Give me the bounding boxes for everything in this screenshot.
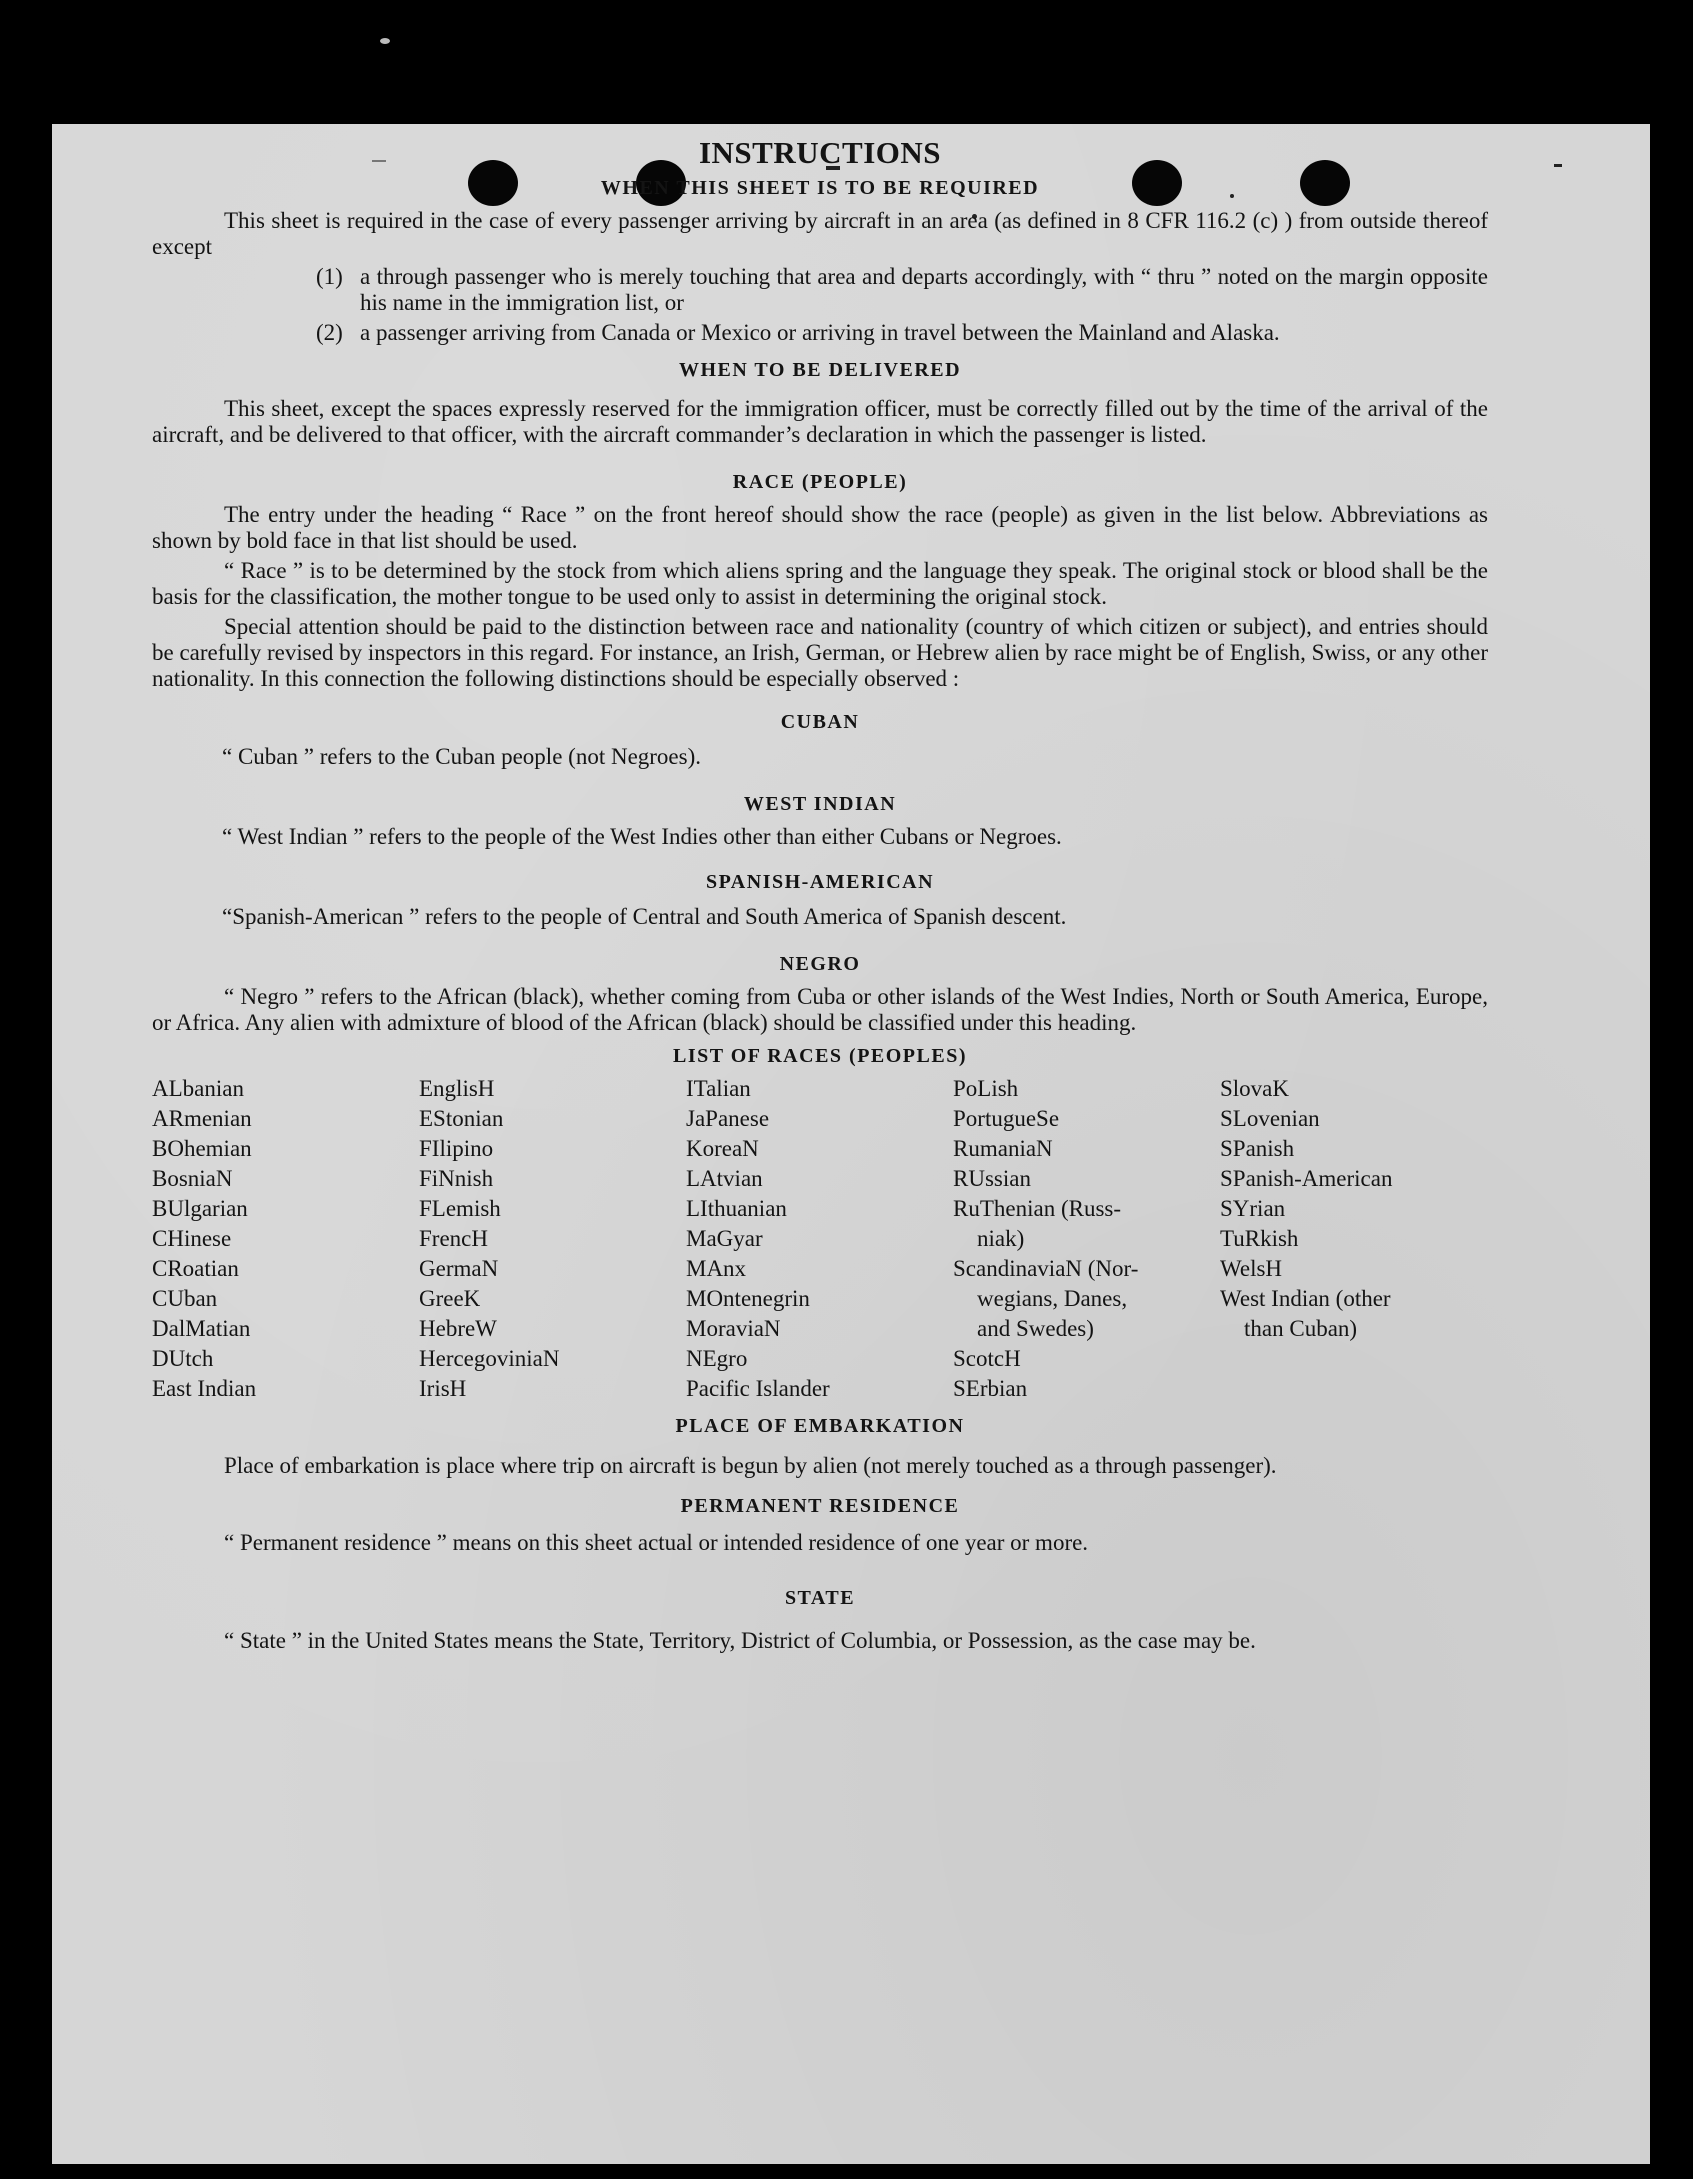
list-item: GermaN	[419, 1256, 499, 1281]
list-item: MoraviaN	[686, 1316, 781, 1341]
list-item: BosniaN	[152, 1166, 233, 1191]
list-item: GreeK	[419, 1286, 481, 1311]
list-item-text: a passenger arriving from Canada or Mexico or arriving in travel between the Mainland and Alaska.	[360, 320, 1280, 345]
page-title: INSTRUCTIONS	[698, 135, 941, 170]
list-item: RUssian	[953, 1166, 1031, 1191]
races-column-3	[686, 1074, 953, 1404]
list-item: West Indian (other	[1220, 1286, 1391, 1311]
section-heading-when-delivered: WHEN TO BE DELIVERED	[678, 359, 962, 381]
list-item: and Swedes)	[977, 1316, 1094, 1341]
list-item: SLovenian	[1220, 1106, 1320, 1131]
list-item-number: (2)	[316, 320, 343, 345]
paragraph-when-required: This sheet is required in the case of every passenger arriving by aircraft in an area (as defined in 8 CFR 116.2 (c) ) from outside thereof except	[152, 208, 1488, 259]
list-item-number: (1)	[316, 264, 343, 289]
paragraph-when-delivered: This sheet, except the spaces expressly reserved for the immigration officer, must be correctly filled out by the time of the arrival of the aircraft, and be delivered to that officer, with the aircraft commander’s declaration in which the passenger is listed.	[152, 396, 1488, 447]
list-item: ALbanian	[152, 1076, 244, 1101]
list-item: MaGyar	[686, 1226, 763, 1251]
races-list	[152, 1074, 1488, 1404]
paragraph-negro: “ Negro ” refers to the African (black), whether coming from Cuba or other islands of the West Indies, North or South America, Europe, or Africa. Any alien with admixture of blood of the African (black) should be classified under this heading.	[152, 984, 1488, 1035]
list-item: ARmenian	[152, 1106, 252, 1131]
list-item: PortugueSe	[953, 1106, 1060, 1131]
list-item: ScandinaviaN (Nor-	[953, 1256, 1139, 1281]
section-heading-negro: NEGRO	[779, 953, 861, 975]
list-item: JaPanese	[686, 1106, 770, 1131]
races-column-5	[1220, 1074, 1487, 1404]
list-item: WelsH	[1220, 1256, 1283, 1281]
section-heading-state: STATE	[784, 1587, 856, 1609]
list-item: BOhemian	[152, 1136, 252, 1161]
paragraph-state: “ State ” in the United States means the State, Territory, District of Columbia, or Possession, as the case may be.	[224, 1628, 1256, 1653]
list-item: CHinese	[152, 1226, 232, 1251]
section-heading-cuban: CUBAN	[780, 711, 860, 733]
list-item: Pacific Islander	[686, 1376, 830, 1401]
list-item: EStonian	[419, 1106, 504, 1131]
list-item: KoreaN	[686, 1136, 759, 1161]
list-item: IrisH	[419, 1376, 467, 1401]
list-item: MAnx	[686, 1256, 747, 1281]
section-heading-embarkation: PLACE OF EMBARKATION	[675, 1415, 965, 1437]
paragraph-race-2: “ Race ” is to be determined by the stock from which aliens spring and the language they speak. The original stock or blood shall be the basis for the classification, the mother tongue to be used only to assist in determining the original stock.	[152, 558, 1488, 609]
paragraph-race-1: The entry under the heading “ Race ” on the front hereof should show the race (people) as given in the list below. Abbreviations as shown by bold face in that list should be used.	[152, 502, 1488, 553]
list-item: CUban	[152, 1286, 218, 1311]
list-item: FIlipino	[419, 1136, 494, 1161]
list-item: SYrian	[1220, 1196, 1286, 1221]
list-item: FrencH	[419, 1226, 488, 1251]
list-item: HercegoviniaN	[419, 1346, 560, 1371]
paragraph-spanish-american: “Spanish-American ” refers to the people of Central and South America of Spanish descent.	[222, 904, 1067, 929]
instructions-body	[152, 132, 1488, 1658]
list-item: PoLish	[953, 1076, 1019, 1101]
list-item: RuThenian (Russ-	[953, 1196, 1122, 1221]
list-item: RumaniaN	[953, 1136, 1053, 1161]
section-heading-when-required: WHEN THIS SHEET IS TO BE REQUIRED	[600, 177, 1040, 199]
list-item: SPanish	[1220, 1136, 1295, 1161]
races-column-4	[953, 1074, 1220, 1404]
list-item: ScotcH	[953, 1346, 1021, 1371]
paragraph-embarkation: Place of embarkation is place where trip on aircraft is begun by alien (not merely touched as a through passenger).	[224, 1453, 1277, 1478]
races-column-1	[152, 1074, 419, 1404]
list-item: LAtvian	[686, 1166, 763, 1191]
list-item: niak)	[977, 1226, 1025, 1251]
list-item: than Cuban)	[1244, 1316, 1358, 1341]
list-item: East Indian	[152, 1376, 257, 1401]
list-item: FLemish	[419, 1196, 501, 1221]
races-column-2	[419, 1074, 686, 1404]
paragraph-race-3: Special attention should be paid to the distinction between race and nationality (country of which citizen or subject), and entries should be carefully revised by inspectors in this regard. For instance, an Irish, German, or Hebrew alien by race might be of English, Swiss, or any other nationality. In this connection the following distinctions should be especially observed :	[152, 614, 1488, 691]
section-heading-spanish-american: SPANISH-AMERICAN	[705, 871, 935, 893]
list-item: HebreW	[419, 1316, 497, 1341]
list-item: SlovaK	[1220, 1076, 1289, 1101]
paragraph-cuban: “ Cuban ” refers to the Cuban people (not Negroes).	[222, 744, 702, 769]
list-item: DUtch	[152, 1346, 214, 1371]
list-item: MOntenegrin	[686, 1286, 810, 1311]
list-item: SErbian	[953, 1376, 1028, 1401]
paragraph-west-indian: “ West Indian ” refers to the people of the West Indies other than either Cubans or Negroes.	[222, 824, 1062, 849]
scan-speck	[380, 38, 390, 44]
list-item	[316, 264, 1488, 316]
list-item: EnglisH	[419, 1076, 495, 1101]
list-item	[316, 320, 1488, 346]
section-heading-west-indian: WEST INDIAN	[743, 793, 897, 815]
list-item: CRoatian	[152, 1256, 239, 1281]
list-item: NEgro	[686, 1346, 748, 1371]
list-item: LIthuanian	[686, 1196, 787, 1221]
section-heading-permanent-residence: PERMANENT RESIDENCE	[680, 1495, 960, 1517]
paragraph-permanent-residence: “ Permanent residence ” means on this sheet actual or intended residence of one year or more.	[224, 1530, 1089, 1555]
list-item: SPanish-American	[1220, 1166, 1393, 1191]
section-heading-list-of-races: LIST OF RACES (PEOPLES)	[672, 1045, 967, 1067]
list-item: DalMatian	[152, 1316, 251, 1341]
list-item: FiNnish	[419, 1166, 494, 1191]
list-item: TuRkish	[1220, 1226, 1299, 1251]
list-item: BUlgarian	[152, 1196, 248, 1221]
list-item: wegians, Danes,	[977, 1286, 1128, 1311]
section-heading-race: RACE (PEOPLE)	[732, 471, 908, 493]
list-item-text: a through passenger who is merely touching that area and departs accordingly, with “ thru ” noted on the margin opposite his name in the immigration list, or	[360, 264, 1488, 315]
list-item: ITalian	[686, 1076, 751, 1101]
scan-mark	[1554, 164, 1562, 167]
